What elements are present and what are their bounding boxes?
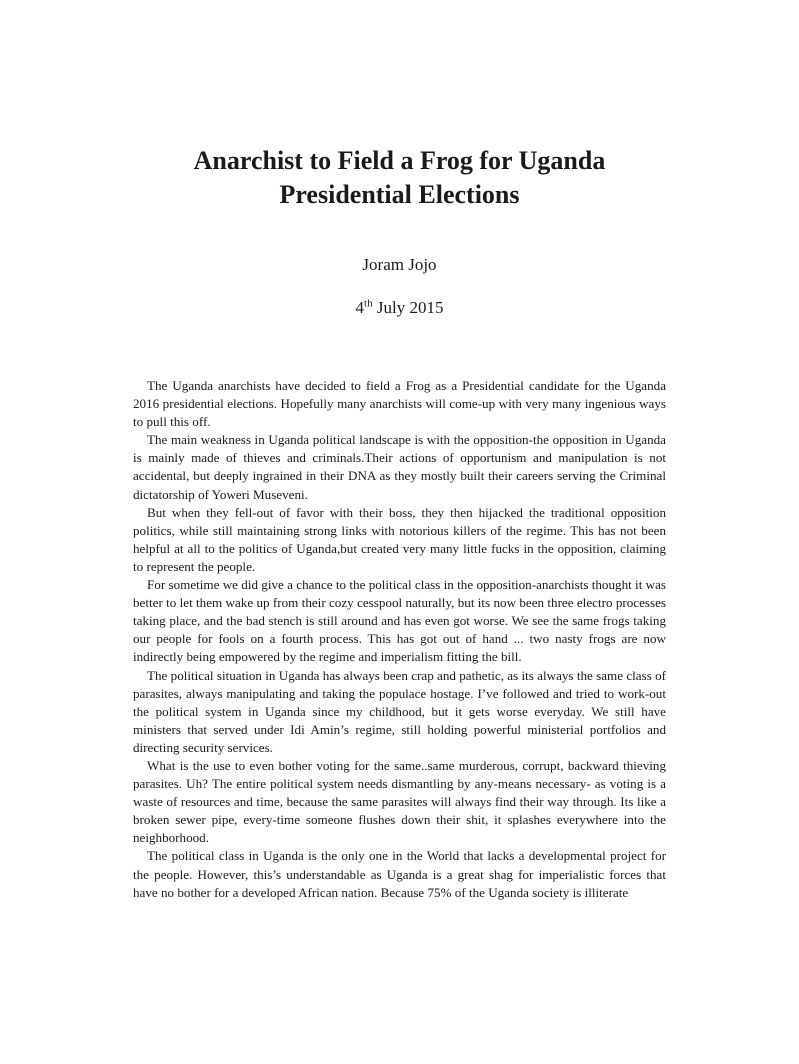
paragraph: The political situation in Uganda has always been crap and pathetic, as its always the same class of parasites, always manipulating and taking the populace hostage. I’ve followed and tried to work-out the political system in Uganda since my childhood, but it gets worse everyday. We still have ministers that served under Idi Amin’s regime, still holding powerful ministerial portfolios and directing security services. bbox=[133, 667, 666, 755]
publication-date bbox=[0, 296, 799, 320]
title-line-2: Presidential Elections bbox=[279, 180, 520, 209]
paragraph: The political class in Uganda is the only one in the World that lacks a developmental project for the people. However, this’s understandable as Uganda is a great shag for imperialistic forces that have no bother for a developed African nation. Because 75% of the Uganda society is illiterate bbox=[133, 848, 666, 900]
date-day: 4 bbox=[355, 298, 365, 317]
paragraph: But when they fell-out of favor with their boss, they then hijacked the traditional opposition politics, while still maintaining strong links with notorious killers of the regime. This has not been helpful at all to the politics of Uganda,but created very many little fucks in the opposition, claiming to represent the people. bbox=[133, 504, 666, 574]
article-body bbox=[133, 377, 666, 902]
date-month-year: July 2015 bbox=[372, 298, 444, 317]
paragraph: The Uganda anarchists have decided to field a Frog as a Presidential candidate for the Uganda 2016 presidential elections. Hopefully many anarchists will come-up with very many ingenious ways to pull this off. bbox=[133, 378, 666, 430]
paragraph: What is the use to even bother voting for the same..same murderous, corrupt, backward thieving parasites. Uh? The entire political system needs dismantling by any-means necessary- as voting is a waste of resources and time, because the same parasites will always find their way through. Its like a broken sewer pipe, every-time someone flushes down their shit, it splashes everywhere into the neighborhood. bbox=[133, 757, 666, 846]
paragraph: For sometime we did give a chance to the political class in the opposition-anarchists thought it was better to let them wake up from their cozy cesspool naturally, but its now been three electro processes taking place, and the bad stench is still around and has even got worse. We see the same frogs taking our people for fools on a fourth process. This has got out of hand ... two nasty frogs are now indirectly being empowered by the regime and imperialism fitting the bill. bbox=[133, 577, 666, 665]
author-name: Joram Jojo bbox=[362, 255, 437, 274]
title-line-1: Anarchist to Field a Frog for Uganda bbox=[193, 146, 606, 175]
paragraph: The main weakness in Uganda political landscape is with the opposition-the opposition in Uganda is mainly made of thieves and criminals.Their actions of opportunism and manipulation is not accidental, but deeply ingrained in their DNA as they mostly built their careers serving the Criminal dictatorship of Yoweri Museveni. bbox=[133, 432, 666, 502]
document-title bbox=[100, 144, 699, 212]
date-ordinal-suffix: th bbox=[364, 297, 373, 310]
